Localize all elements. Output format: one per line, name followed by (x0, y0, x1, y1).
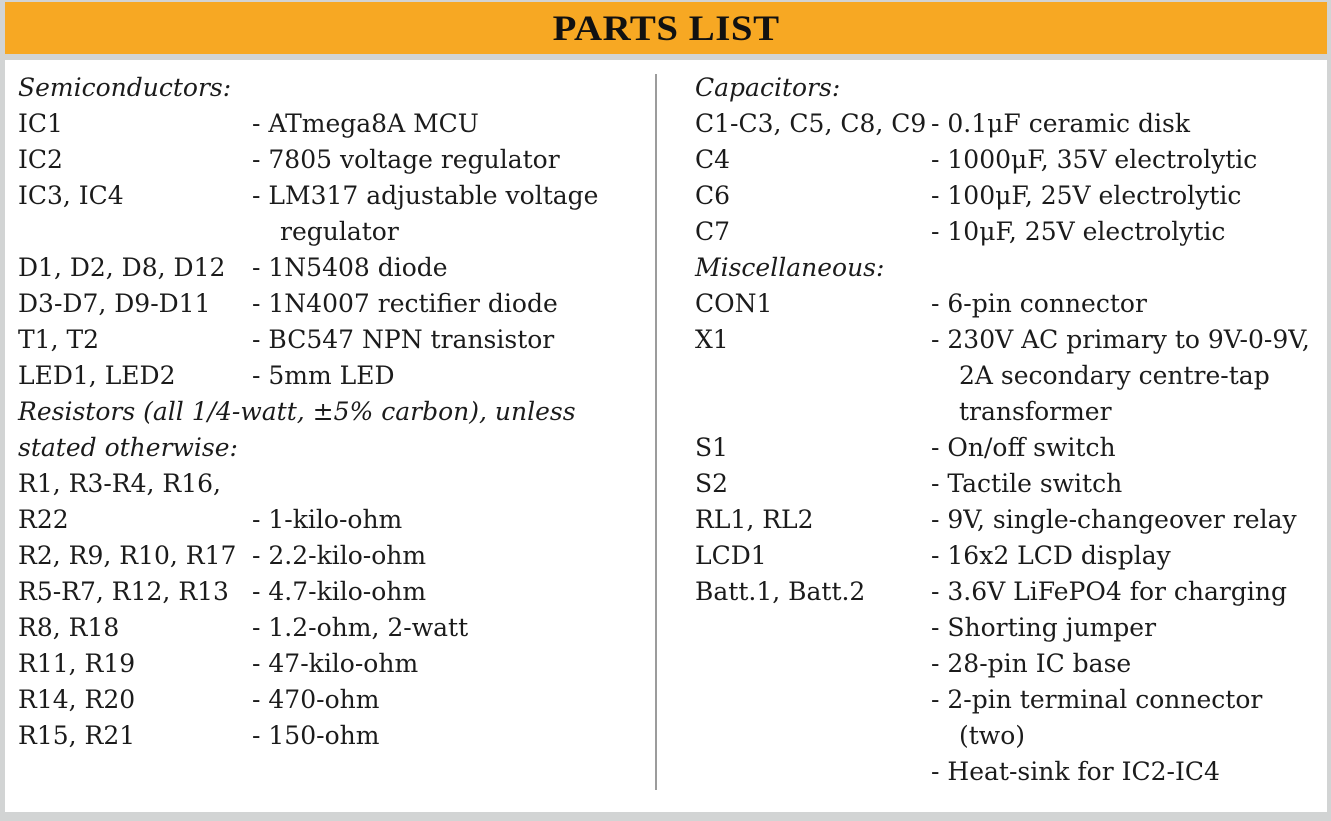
part-description: - 1-kilo-ohm (252, 502, 648, 538)
part-designator (695, 682, 931, 754)
part-row (695, 286, 1323, 322)
part-row (18, 466, 648, 502)
part-row (18, 142, 648, 178)
part-designator: R2, R9, R10, R17 (18, 541, 237, 570)
part-description: - 150-ohm (252, 718, 648, 754)
part-description: - 2.2-kilo-ohm (252, 538, 648, 574)
part-designator: C1-C3, C5, C8, C9 (695, 109, 927, 138)
part-designator: Batt.1, Batt.2 (695, 577, 866, 606)
part-description: - On/off switch (931, 430, 1323, 466)
part-description: - 6-pin connector (931, 286, 1323, 322)
part-description: - Tactile switch (931, 466, 1323, 502)
part-row (695, 430, 1323, 466)
part-row (695, 682, 1323, 754)
part-description: - BC547 NPN transistor (252, 322, 648, 358)
part-designator: IC2 (18, 145, 63, 174)
part-row (18, 538, 648, 574)
part-designator: S2 (695, 469, 729, 498)
part-row (18, 502, 648, 538)
part-designator: C7 (695, 217, 731, 246)
part-description: - 1000μF, 35V electrolytic (931, 142, 1323, 178)
part-designator: T1, T2 (18, 325, 100, 354)
part-designator: R8, R18 (18, 613, 120, 642)
part-row (695, 610, 1323, 646)
part-designator: R22 (18, 505, 69, 534)
part-description: - 4.7-kilo-ohm (252, 574, 648, 610)
part-description: - 100μF, 25V electrolytic (931, 178, 1323, 214)
section-heading: Miscellaneous: (695, 253, 885, 282)
part-row (695, 538, 1323, 574)
part-designator: CON1 (695, 289, 773, 318)
part-description: - 2-pin terminal connector (two) (931, 682, 1323, 754)
part-row (18, 682, 648, 718)
part-designator: LCD1 (695, 541, 767, 570)
part-row (695, 754, 1323, 790)
part-description: - 5mm LED (252, 358, 648, 394)
part-designator: R1, R3-R4, R16, (18, 469, 222, 498)
part-designator: C6 (695, 181, 731, 210)
part-row (18, 646, 648, 682)
part-designator: R14, R20 (18, 685, 136, 714)
part-designator: RL1, RL2 (695, 505, 814, 534)
part-row (695, 106, 1323, 142)
part-description: - 10μF, 25V electrolytic (931, 214, 1323, 250)
right-column (695, 70, 1323, 790)
part-row (18, 358, 648, 394)
part-designator: X1 (695, 325, 729, 354)
part-description: - 9V, single-changeover relay (931, 502, 1323, 538)
part-designator (695, 610, 931, 646)
column-divider (655, 74, 657, 790)
part-description: - 7805 voltage regulator (252, 142, 648, 178)
part-description: - 0.1μF ceramic disk (931, 106, 1323, 142)
part-description: - Heat-sink for IC2-IC4 (931, 754, 1323, 790)
part-designator: R11, R19 (18, 649, 136, 678)
part-description: - 3.6V LiFePO4 for charging (931, 574, 1323, 610)
title-bar (5, 2, 1327, 54)
part-row (18, 106, 648, 142)
part-row (18, 178, 648, 250)
part-designator (695, 646, 931, 682)
part-row (18, 574, 648, 610)
part-designator: IC3, IC4 (18, 181, 124, 210)
part-description: - 28-pin IC base (931, 646, 1323, 682)
part-row (695, 142, 1323, 178)
part-row (18, 610, 648, 646)
part-description: - ATmega8A MCU (252, 106, 648, 142)
part-description: - 470-ohm (252, 682, 648, 718)
part-designator: R5-R7, R12, R13 (18, 577, 229, 606)
section-heading: Resistors (all 1/4-watt, ±5% carbon), unless stated otherwise: (18, 397, 576, 462)
part-description: - LM317 adjustable voltage regulator (252, 178, 648, 250)
section-heading: Semiconductors: (18, 73, 232, 102)
part-description: - 16x2 LCD display (931, 538, 1323, 574)
part-description: - 1N4007 rectifier diode (252, 286, 648, 322)
part-row (695, 178, 1323, 214)
part-designator: IC1 (18, 109, 63, 138)
left-column (18, 70, 648, 754)
part-description: - Shorting jumper (931, 610, 1323, 646)
part-row (695, 466, 1323, 502)
part-row (695, 322, 1323, 430)
page-title: PARTS LIST (552, 8, 780, 48)
part-row (695, 646, 1323, 682)
parts-panel (5, 60, 1327, 812)
part-row (695, 574, 1323, 610)
part-row (18, 250, 648, 286)
part-designator: C4 (695, 145, 731, 174)
part-description: - 1.2-ohm, 2-watt (252, 610, 648, 646)
part-designator: D1, D2, D8, D12 (18, 253, 226, 282)
part-row (18, 322, 648, 358)
part-designator: S1 (695, 433, 729, 462)
part-description: - 47-kilo-ohm (252, 646, 648, 682)
part-row (18, 718, 648, 754)
section-heading: Capacitors: (695, 73, 841, 102)
part-row (695, 502, 1323, 538)
part-designator: LED1, LED2 (18, 361, 176, 390)
part-description: - 1N5408 diode (252, 250, 648, 286)
part-designator (695, 754, 931, 790)
part-designator: D3-D7, D9-D11 (18, 289, 211, 318)
part-designator: R15, R21 (18, 721, 136, 750)
part-row (695, 214, 1323, 250)
part-row (18, 286, 648, 322)
part-description: - 230V AC primary to 9V-0-9V, 2A secondary centre-tap transformer (931, 322, 1323, 430)
